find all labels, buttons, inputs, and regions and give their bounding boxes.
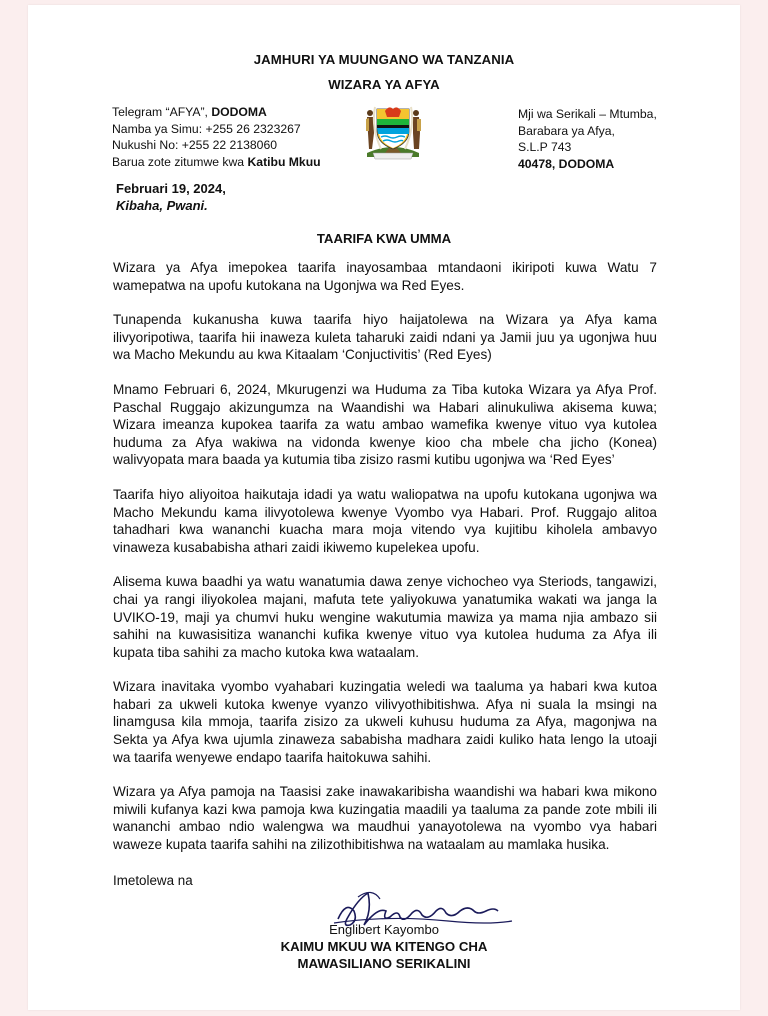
paragraph: Wizara inavitaka vyombo vyahabari kuzingatia weledi wa taaluma ya habari kwa kutoa habari za ukweli kutoka kwenye vyanzo vilivyothibitishwa. Afya ni suala la msingi na linamgusa kila mmoja, taarifa zisizo za ukweli kuhusu huduma za Afya, magonjwa na Sekta ya Afya kwa ujumla zinaweza sababisha madhara zaidi kuliko hata lengo la utoaji wa taarifa wenyewe endapo taarifa haitokuwa sahihi. [113,679,657,765]
paragraph: Wizara ya Afya pamoja na Taasisi zake inawakaribisha waandishi wa habari kwa mikono miwili kufanya kazi kwa pamoja kwa kuzingatia maadili ya taaluma za pande zote mbili ili wananchi ambao ndio walengwa wa maudhui yanayotolewa na vyombo vya habari waweze kupata taarifa sahihi na zilizothibitishwa na wataalam au mamlaka husika. [113,784,657,853]
paragraph: Mnamo Februari 6, 2024, Mkurugenzi wa Huduma za Tiba kutoka Wizara ya Afya Prof. Paschal Ruggajo akizungumza na Waandishi wa Habari alinukuliwa akisema kuwa; Wizara imeanza kupokea taarifa za watu ambao wamefika kwenye vituo vya kutolea huduma za Afya wakiwa na vidonda kwenye kioo cha mbele cha jicho (Konea) walivyopata mara baada ya kutumia tiba zisizo rasmi kutibu ugonjwa wa ‘Red Eyes’ [113,381,657,468]
address-line-3: S.L.P 743 [518,140,572,154]
letter-page [28,5,740,1010]
fax-line: Nukushi No: +255 22 2138060 [112,138,277,152]
coat-of-arms-icon [359,97,427,161]
address-line-2: Barabara ya Afya, [518,123,615,138]
telegram-line: Telegram “AFYA”, DODOMA [112,105,267,119]
contact-right-block [518,106,657,172]
letter-body [113,259,657,871]
dateline [116,180,226,214]
country-heading: JAMHURI YA MUUNGANO WA TANZANIA [253,52,515,67]
paragraph: Alisema kuwa baadhi ya watu wanatumia dawa zenye vichocheo vya Steriods, tangawizi, chai ya rangi iliyokolea majani, mafuta tete yaliyokuwa yanatumika wakati wa janga la UVIKO-19, maji ya chumvi huku wengine wakutumia mawiza ya mama njia ambazo sii sahihi na kuwasisitiza wananchi kufika kwenye vituo vya kutolea huduma za Afya ili kupata tiba sahihi za macho kutoka kwa wataalam. [113,574,657,660]
address-line-1: Mji wa Serikali – Mtumba, [518,107,657,121]
signer-title: KAIMU MKUU WA KITENGO CHA MAWASILIANO SERIKALINI [280,939,488,971]
signer-name: Englibert Kayombo [329,922,439,937]
document-title: TAARIFA KWA UMMA [316,231,452,246]
phone-line: Namba ya Simu: +255 26 2323267 [112,121,301,136]
closing-text: Imetolewa na [113,873,193,888]
contact-left-block [112,104,321,170]
date: Februari 19, 2024, [116,181,226,196]
place: Kibaha, Pwani. [116,198,208,213]
letters-line: Barua zote zitumwe kwa Katibu Mkuu [112,154,321,169]
paragraph: Wizara ya Afya imepokea taarifa inayosambaa mtandaoni ikiripoti kuwa Watu 7 wamepatwa na upofu kutokana na Ugonjwa wa Red Eyes. [113,260,657,293]
ministry-heading: WIZARA YA AFYA [328,77,440,92]
address-line-4: 40478, DODOMA [518,156,615,171]
paragraph: Taarifa hiyo aliyoitoa haikutaja idadi ya watu waliopatwa na upofu kutokana ugonjwa wa Macho Mekundu kama ilivyotolewa kwenye Vyombo vya Habari. Prof. Ruggajo alitoa tahadhari kwa wananchi kuacha mara moja vitendo vya kujitibu kiholela ambavyo vinaweza kusababisha athari zaidi ikiwemo kupelekea upofu. [113,486,657,555]
paragraph: Tunapenda kukanusha kuwa taarifa hiyo haijatolewa na Wizara ya Afya kama ilivyoripotiwa, taarifa hii inaweza kuleta taharuki zaidi ndani ya Jamii juu ya ugonjwa huu wa Macho Mekundu au kwa Kitaalam ‘Conjuctivitis’ (Red Eyes) [113,312,657,363]
